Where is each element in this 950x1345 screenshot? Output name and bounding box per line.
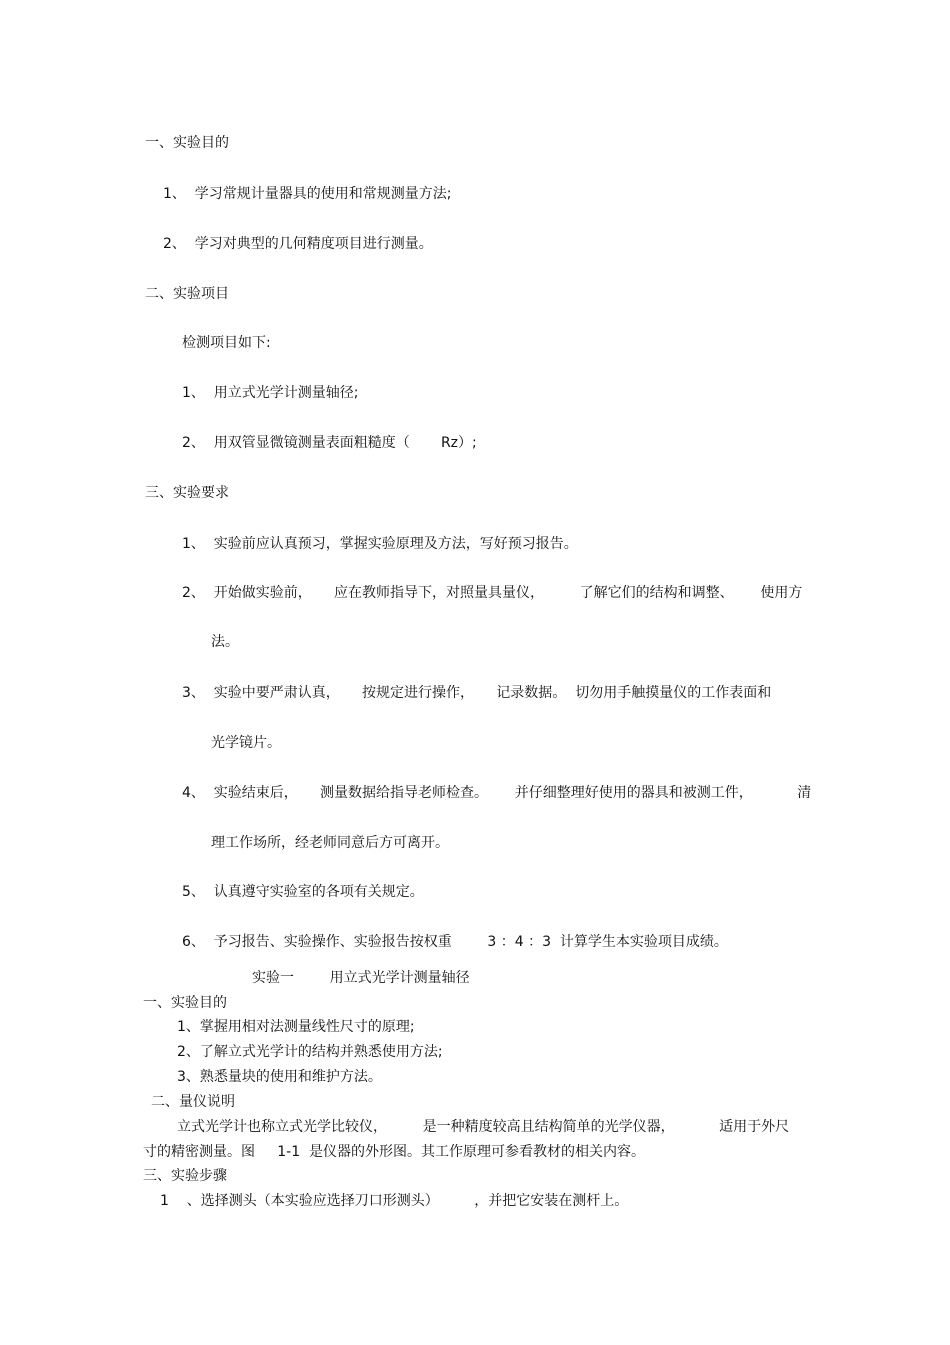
items-item-2: 2、 用双管显微镜测量表面粗糙度（ Rz）; xyxy=(182,435,477,451)
exp-heading-instrument: 二、量仪说明 xyxy=(151,1094,235,1110)
exp-instrument-para-cont: 寸的精密测量。图 1-1 是仪器的外形图。其工作原理可参看教材的相关内容。 xyxy=(143,1144,646,1160)
section-heading-requirements: 三、实验要求 xyxy=(145,485,229,501)
requirement-item-4: 4、 实验结束后， 测量数据给指导老师检查。 并仔细整理好使用的器具和被测工件， 清 xyxy=(182,785,812,801)
items-intro: 检测项目如下: xyxy=(182,335,271,351)
requirement-item-1: 1、 实验前应认真预习，掌握实验原理及方法，写好预习报告。 xyxy=(182,536,578,552)
requirement-item-2-cont: 法。 xyxy=(211,634,239,650)
section-heading-items: 二、实验项目 xyxy=(145,286,229,302)
exp-purpose-item-2: 2、了解立式光学计的结构并熟悉使用方法; xyxy=(177,1044,443,1060)
exp-instrument-para: 立式光学计也称立式光学比较仪， 是一种精度较高且结构简单的光学仪器， 适用于外尺 xyxy=(177,1119,790,1135)
requirement-item-3: 3、 实验中要严肃认真， 按规定进行操作， 记录数据。 切勿用手触摸量仪的工作表面和 xyxy=(182,685,772,701)
items-item-1: 1、 用立式光学计测量轴径; xyxy=(182,385,359,401)
exp-heading-steps: 三、实验步骤 xyxy=(143,1168,227,1184)
exp-purpose-item-3: 3、熟悉量块的使用和维护方法。 xyxy=(177,1069,382,1085)
section-heading-purpose: 一、实验目的 xyxy=(145,135,229,151)
experiment-title: 实验一 用立式光学计测量轴径 xyxy=(252,970,470,986)
requirement-item-4-cont: 理工作场所，经老师同意后方可离开。 xyxy=(211,835,449,851)
requirement-item-3-cont: 光学镜片。 xyxy=(211,735,281,751)
requirement-item-5: 5、 认真遵守实验室的各项有关规定。 xyxy=(182,884,424,900)
purpose-item-1: 1、 学习常规计量器具的使用和常规测量方法; xyxy=(163,186,452,202)
requirement-item-2: 2、 开始做实验前， 应在教师指导下，对照量具量仪， 了解它们的结构和调整、 使用方 xyxy=(182,585,803,601)
requirement-item-6: 6、 予习报告、实验操作、实验报告按权重 3 ：4 ：3 计算学生本实验项目成绩。 xyxy=(182,934,728,950)
exp-heading-purpose: 一、实验目的 xyxy=(143,995,227,1011)
purpose-item-2: 2、 学习对典型的几何精度项目进行测量。 xyxy=(163,236,433,252)
exp-purpose-item-1: 1、掌握用相对法测量线性尺寸的原理; xyxy=(177,1019,415,1035)
exp-step-1: 1 、选择测头（本实验应选择刀口形测头） ，并把它安装在测杆上。 xyxy=(160,1193,629,1209)
